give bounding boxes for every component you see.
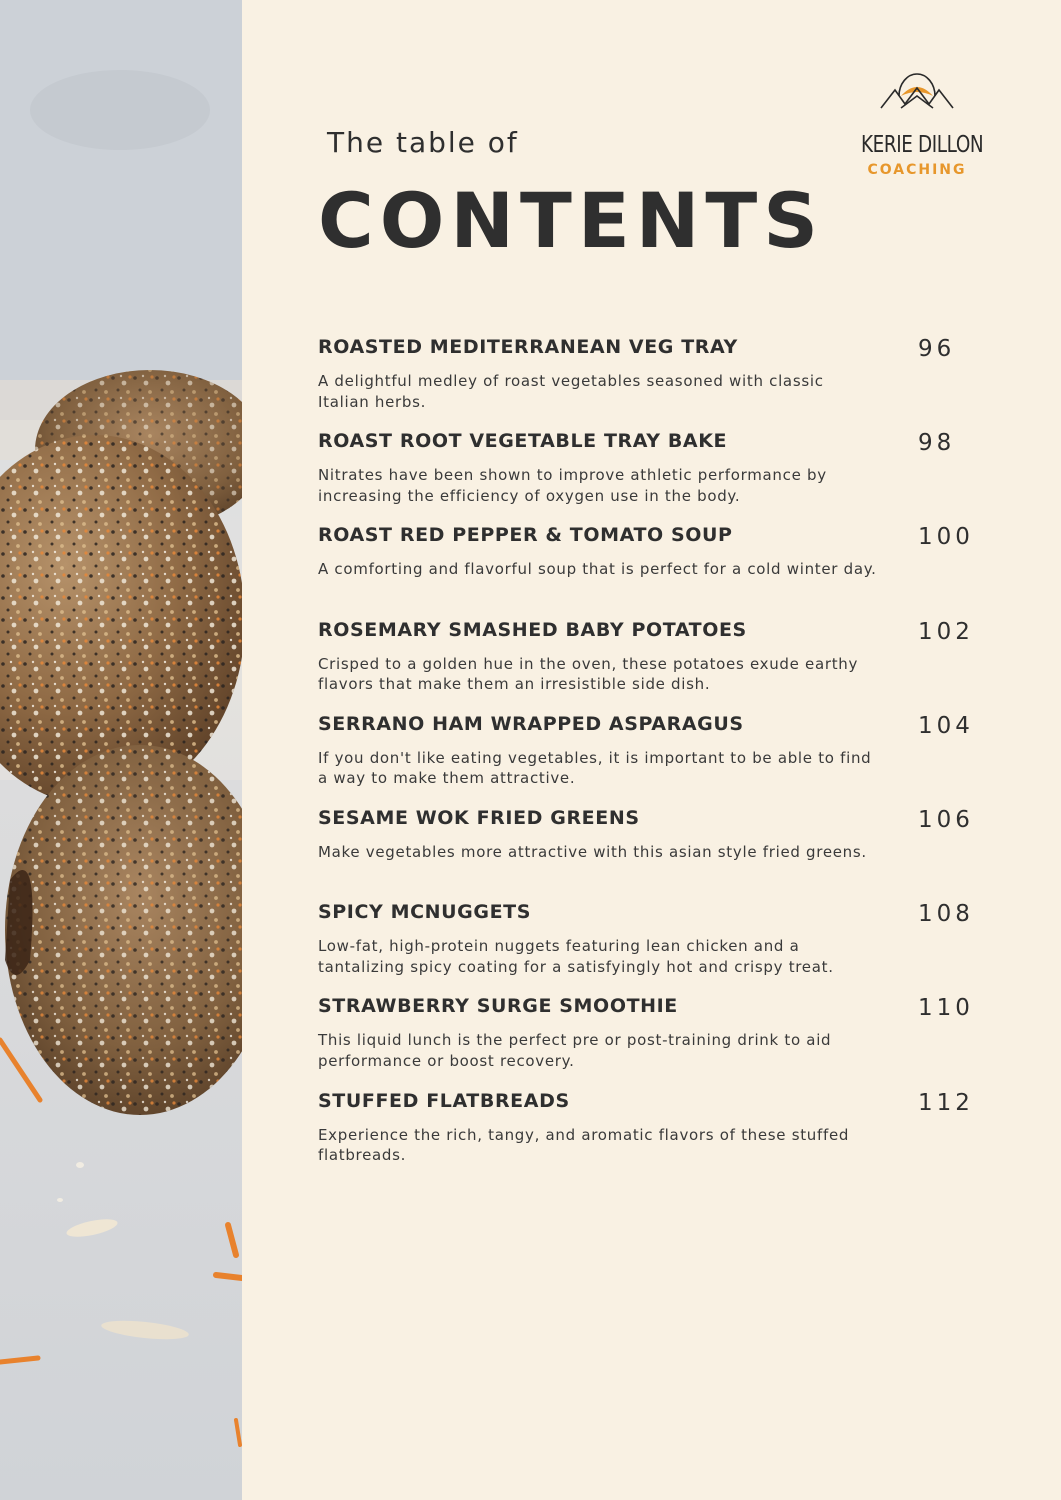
entry-title: SESAME WOK FRIED GREENS — [318, 806, 640, 829]
brand-subname: COACHING — [867, 162, 967, 178]
contents-entry — [318, 334, 1018, 428]
entry-title: SERRANO HAM WRAPPED ASPARAGUS — [318, 712, 744, 735]
entry-title: ROASTED MEDITERRANEAN VEG TRAY — [318, 336, 738, 358]
entry-page-number: 110 — [918, 995, 974, 1022]
contents-entry — [318, 1088, 1018, 1182]
entry-title: SPICY MCNUGGETS — [318, 901, 531, 924]
contents-entry — [318, 993, 1018, 1087]
entry-page-number: 96 — [918, 336, 956, 362]
contents-list — [318, 334, 1018, 1182]
contents-panel — [242, 0, 1061, 1500]
contents-entry — [318, 522, 1018, 616]
contents-entry — [318, 805, 1018, 899]
page-title: CONTENTS — [318, 176, 824, 265]
entry-description: Nitrates have been shown to improve athletic performance by increasing the efficiency of oxygen use in the body. — [318, 466, 827, 505]
brand-name: KERIE DILLON — [861, 132, 984, 158]
entry-title: ROAST RED PEPPER & TOMATO SOUP — [318, 524, 733, 547]
entry-page-number: 104 — [918, 712, 974, 739]
energy-balls-photo — [0, 0, 242, 1500]
entry-page-number: 100 — [918, 524, 974, 551]
entry-title: STUFFED FLATBREADS — [318, 1089, 570, 1112]
mountain-sun-logo-icon — [879, 66, 955, 130]
entry-description: A comforting and flavorful soup that is perfect for a cold winter day. — [318, 560, 877, 579]
entry-page-number: 102 — [918, 618, 974, 645]
brand-logo — [847, 66, 987, 186]
contents-entry — [318, 428, 1018, 522]
contents-entry — [318, 711, 1018, 805]
entry-description: Low-fat, high-protein nuggets featuring lean chicken and a tantalizing spicy coating for a satisfyingly hot and crispy treat. — [318, 937, 834, 976]
entry-description: This liquid lunch is the perfect pre or post-training drink to aid performance or boost recovery. — [318, 1031, 832, 1070]
entry-description: If you don't like eating vegetables, it is important to be able to find a way to make them attractive. — [318, 748, 872, 788]
entry-page-number: 108 — [918, 901, 974, 928]
entry-page-number: 112 — [918, 1089, 974, 1116]
entry-title: STRAWBERRY SURGE SMOOTHIE — [318, 995, 678, 1018]
entry-page-number: 106 — [918, 806, 974, 833]
contents-entry — [318, 899, 1018, 993]
entry-page-number: 98 — [918, 430, 956, 457]
food-photo — [0, 0, 242, 1500]
entry-title: ROAST ROOT VEGETABLE TRAY BAKE — [318, 430, 728, 453]
entry-description: Experience the rich, tangy, and aromatic flavors of these stuffed flatbreads. — [318, 1125, 850, 1164]
entry-description: A delightful medley of roast vegetables seasoned with classic Italian herbs. — [318, 372, 824, 411]
entry-description: Make vegetables more attractive with this asian style fried greens. — [318, 842, 867, 861]
entry-description: Crisped to a golden hue in the oven, these potatoes exude earthy flavors that make them an irresistible side dish. — [318, 654, 859, 694]
contents-entry — [318, 617, 1018, 711]
page-subtitle: The table of — [327, 126, 519, 159]
entry-title: ROSEMARY SMASHED BABY POTATOES — [318, 618, 747, 641]
